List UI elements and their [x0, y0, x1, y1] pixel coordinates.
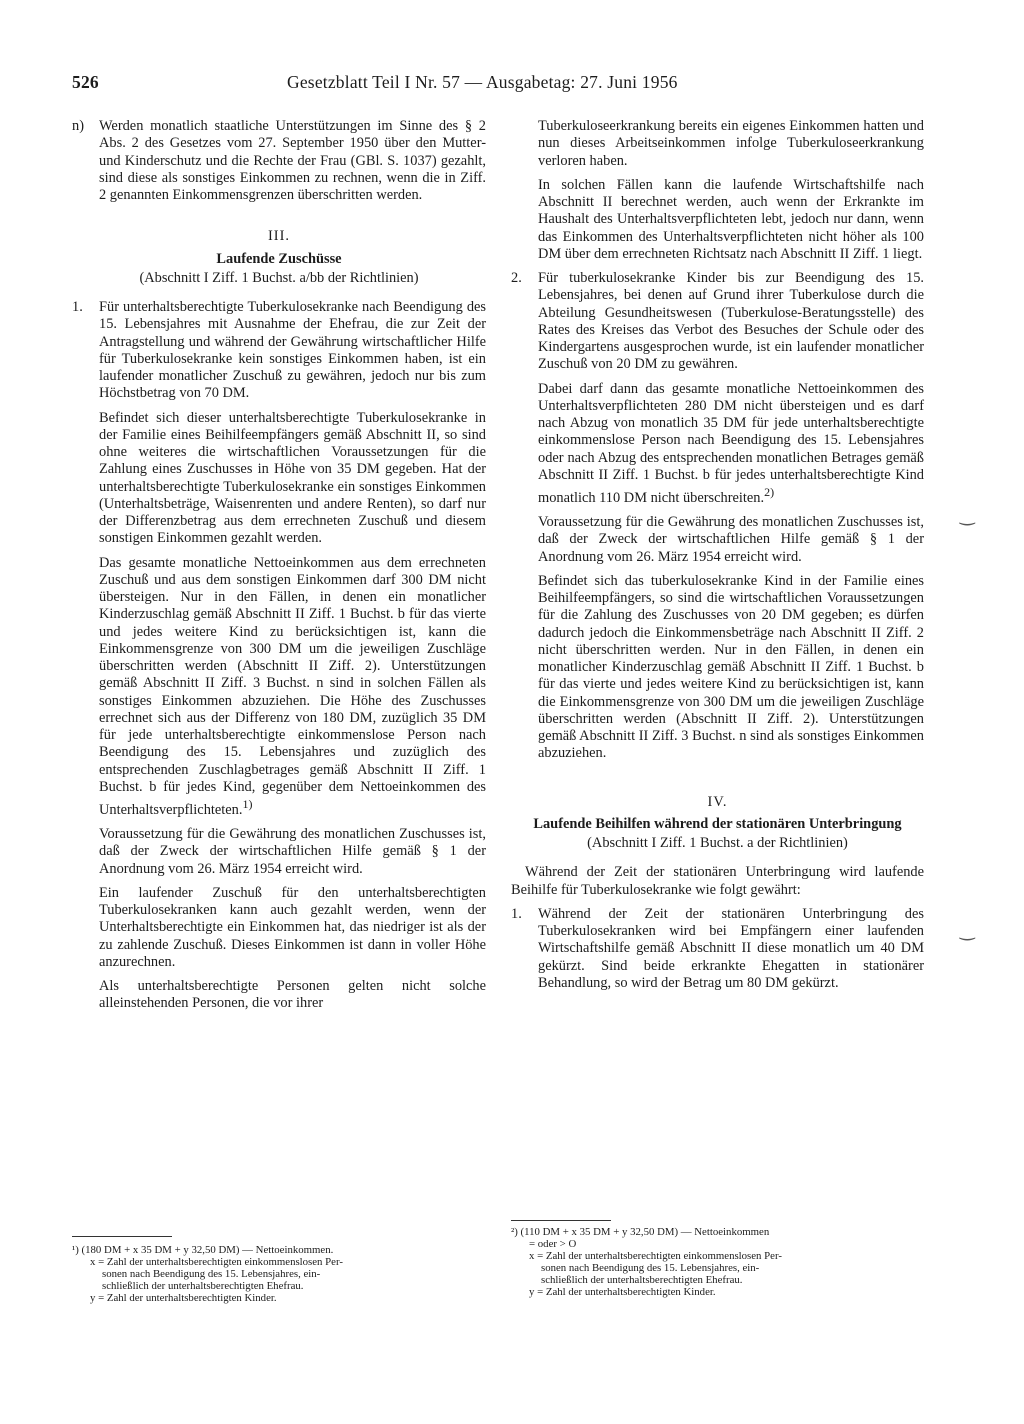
page-number: 526 [72, 72, 99, 92]
paragraph [538, 381, 924, 508]
paragraph: Befindet sich das tuberkulosekranke Kind in der Familie eines Beihilfeempfängers, so sind die wirtschaftlichen Voraussetzungen für die Zahlung des Zuschusses von 20 DM gegeben; es dürfen dadurch jedoch die Einkommensbeträge nach Abschnitt II Ziff. 2 nicht überschritten werden. Nur in den Fällen, in denen ein monatlicher Kinderzuschlag gemäß Abschnitt II Ziff. 1 Buchst. b für das vierte und jedes weitere Kind zu berücksichtigen ist, kann die Einkommensgrenze von 300 DM um die jeweiligen Zuschläge überschritten werden (Abschnitt II Ziff. 2). Unterstützungen gemäß Abschnitt II Ziff. 3 Buchst. n sind als sonstiges Einkommen abzuziehen. [538, 572, 924, 762]
section-heading: Laufende Beihilfen während der stationären Unterbringung [533, 815, 902, 832]
footnote-line: sonen nach Beendigung des 15. Lebensjahres, ein- [102, 1268, 321, 1280]
footnote-ref: 2) [764, 485, 775, 499]
right-column [511, 118, 924, 999]
item-label: 1. [511, 905, 522, 922]
footnote-line: ²) (110 DM + x 35 DM + y 32,50 DM) — Nettoeinkommen [511, 1226, 770, 1238]
paragraph: Befindet sich dieser unterhaltsberechtigte Tuberkulosekranke in der Familie eines Beihilfeempfängers gemäß Abschnitt II, so sind ohne weiteres die wirtschaftlichen Voraussetzungen für die Zahlung eines Zuschusses in Höhe von 35 DM gegeben. Hat der unterhaltsberechtigte Tuberkulosekranke ein sonstiges Einkommen (Unterhaltsbeträge, Waisenrenten und andere Renten), so darf nur der Differenzbetrag aus dem errechneten Zuschuß und diesem sonstigen Einkommen gezahlt werden. [99, 409, 486, 547]
footnote-line: schließlich der unterhaltsberechtigten Ehefrau. [102, 1280, 304, 1292]
left-column [72, 118, 486, 1027]
section-reference: (Abschnitt I Ziff. 1 Buchst. a/bb der Richtlinien) [139, 269, 419, 286]
paragraph-text: Das gesamte monatliche Nettoeinkommen aus dem errechneten Zuschuß und aus dem sonstigen Einkommen darf 300 DM nicht übersteigen. Nur in den Fällen, in denen ein monatlicher Kinderzuschlag gemäß Abschnitt II Ziff. 1 Buchst. b für das vierte und jedes weitere Kind zu berücksichtigen ist, kann die Einkommensgrenze von 300 DM um die jeweiligen Zuschläge überschritten werden (Abschnitt II Ziff. 2). Unterstützungen gemäß Abschnitt II Ziff. 3 Buchst. n sind in solchen Fällen als sonstiges Einkommen abzuziehen. Die Höhe des Zuschusses errechnet sich aus der Differenz von 180 DM, zuzüglich 35 DM für jede unterhaltsberechtigte einkommenslose Person nach Beendigung des 15. Lebensjahres und zuzüglich des entsprechenden Zuschlagbetrages gemäß Abschnitt II Ziff. 1 Buchst. b für jedes Kind, gegenüber dem Nettoeinkommen des Unterhaltsverpflichteten. [99, 554, 486, 818]
running-title: Gesetzblatt Teil I Nr. 57 — Ausgabetag: 27. Juni 1956 [287, 72, 678, 92]
paragraph: Während der Zeit der stationären Unterbringung wird laufende Beihilfe für Tuberkulosekranke wie folgt gewährt: [511, 864, 924, 898]
paragraph [99, 555, 486, 820]
item-label: 2. [511, 270, 522, 286]
item-text: Während der Zeit der stationären Unterbringung des Tuberkulosekranken wird bei Empfängern einer laufenden Wirtschaftshilfe gemäß Abschnitt II diese monatlich um 40 DM gekürzt. Sind beide erkrankte Ehegatten in stationärer Behandlung, so wird der Betrag um 80 DM gekürzt. [538, 905, 924, 991]
list-item-2 [511, 270, 924, 770]
list-item-1 [72, 299, 486, 1020]
section-heading: Laufende Zuschüsse [216, 250, 342, 267]
footnote-line: sonen nach Beendigung des 15. Lebensjahres, ein- [541, 1262, 760, 1274]
footnote-ref: 1) [242, 797, 253, 811]
section-number: IV. [707, 793, 728, 810]
paragraph-text: Dabei darf dann das gesamte monatliche Nettoeinkommen des Unterhaltsverpflichteten 280 DM nicht übersteigen und es darf nach Abzug von monatlich 35 DM für jede unterhaltsberechtigte einkommenslose Person nach Beendigung des 15. Lebensjahres oder nach Abzug des entsprechenden monatlichen Betrages gemäß Abschnitt II Ziff. 1 Buchst. b für jedes unterhaltsberechtigte Kind monatlich 110 DM nicht überschreiten. [538, 380, 924, 506]
item-text: Werden monatlich staatliche Unterstützungen im Sinne des § 2 Abs. 2 des Gesetzes vom 27. September 1950 über den Mutter- und Kinderschutz und die Rechte der Frau (GBl. S. 1037) gezahlt, sind diese als sonstiges Einkommen zu rechnen, wenn die in Ziff. 2 genannten Einkommensgrenzen überschritten werden. [99, 118, 486, 203]
footnote-divider [72, 1236, 172, 1237]
paragraph: Für tuberkulosekranke Kinder bis zur Beendigung des 15. Lebensjahres, bei denen auf Grund ihrer Tuberkulose durch die Abteilung Gesundheitswesen (Tuberkulose-Beratungsstelle) des Rates des Kreises das Verbot des Besuches der Schule oder des Kindergartens ausgesprochen wurde, ist ein laufender monatlicher Zuschuß von 20 DM zu gewähren. [538, 270, 924, 373]
footnote-divider [511, 1220, 611, 1221]
item-label: n) [72, 118, 84, 134]
margin-hole-mark: ‿ [960, 505, 975, 525]
paragraph: Voraussetzung für die Gewährung des monatlichen Zuschusses ist, daß der Zweck der wirtschaftlichen Hilfe gemäß § 1 der Anordnung vom 26. März 1954 erreicht wird. [99, 826, 486, 877]
paragraph: Tuberkuloseerkrankung bereits ein eigenes Einkommen hatten und nun dieses Arbeitseinkommen infolge Tuberkuloseerkrankung verloren haben. [538, 118, 924, 169]
footnote-line: x = Zahl der unterhaltsberechtigten einkommenslosen Per- [529, 1250, 782, 1262]
footnote-1 [72, 1244, 343, 1304]
paragraph: In solchen Fällen kann die laufende Wirtschaftshilfe nach Abschnitt II berechnet werden, auch wenn der Erkrankte im Haushalt des Unterhaltsverpflichteten lebt, jedoch nur dann, wenn das Einkommen des Unterhaltsverpflichteten nicht höher als 100 DM über dem errechneten Richtsatz nach Abschnitt II Ziff. 1 liegt. [538, 176, 924, 262]
section-number: III. [268, 228, 290, 245]
footnote-line: y = Zahl der unterhaltsberechtigten Kinder. [90, 1292, 277, 1304]
item-body [99, 299, 486, 1020]
footnote-line: = oder > O [529, 1238, 577, 1250]
list-item-n [72, 118, 486, 204]
footnote-2 [511, 1226, 782, 1298]
margin-hole-mark: ‿ [960, 920, 975, 940]
paragraph: Für unterhaltsberechtigte Tuberkulosekranke nach Beendigung des 15. Lebensjahres mit Ausnahme der Ehefrau, die zur Zeit der Antragstellung und während der Gewährung wirtschaftlicher Hilfe für Tuberkulosekranke kein sonstiges Einkommen haben, ist ein laufender monatlicher Zuschuß zu gewähren, jedoch nur bis zum Höchstbetrag von 70 DM. [99, 299, 486, 402]
footnote-line: y = Zahl der unterhaltsberechtigten Kinder. [529, 1286, 716, 1298]
footnote-line: ¹) (180 DM + x 35 DM + y 32,50 DM) — Nettoeinkommen. [72, 1244, 334, 1256]
paragraph: Voraussetzung für die Gewährung des monatlichen Zuschusses ist, daß der Zweck der wirtschaftlichen Hilfe gemäß § 1 der Anordnung vom 26. März 1954 erreicht wird. [538, 514, 924, 565]
paragraph: Ein laufender Zuschuß für den unterhaltsberechtigten Tuberkulosekranken kann auch gezahlt werden, wenn der Unterhaltsberechtigte ein Einkommen hat, das niedriger ist als der zu zahlende Zuschuß. Dieses Einkommen ist dann in voller Höhe anzurechnen. [99, 884, 486, 970]
item-label: 1. [72, 299, 83, 315]
section-reference: (Abschnitt I Ziff. 1 Buchst. a der Richtlinien) [587, 835, 848, 852]
footnote-line: x = Zahl der unterhaltsberechtigten einkommenslosen Per- [90, 1256, 343, 1268]
footnote-line: schließlich der unterhaltsberechtigten Ehefrau. [541, 1274, 743, 1286]
paragraph: Als unterhaltsberechtigte Personen gelten nicht solche alleinstehenden Personen, die vor ihrer [99, 978, 486, 1012]
item-body [538, 270, 924, 770]
page-header [72, 72, 952, 98]
list-item-1 [511, 906, 924, 992]
